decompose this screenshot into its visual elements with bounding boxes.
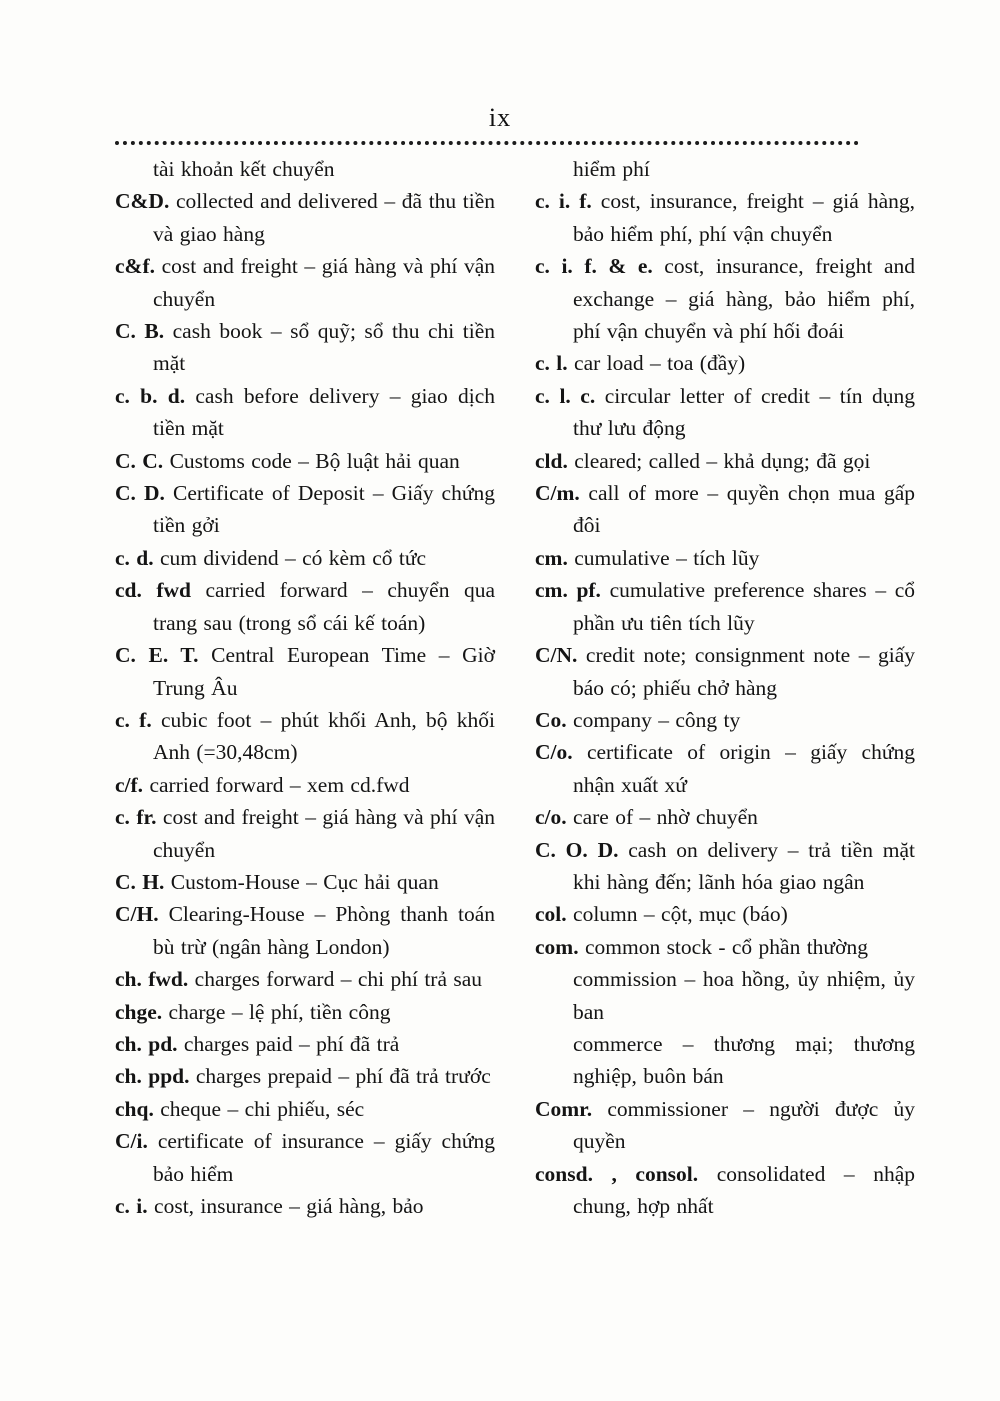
dictionary-entry [535,801,915,833]
entry-definition: consolidated – nhập chung, hợp nhất [573,1161,915,1218]
dictionary-entry [115,866,495,898]
entry-abbreviation: Comr. [535,1096,593,1121]
dictionary-entry [535,185,915,250]
entry-definition: Certificate of Deposit – Giấy chứng tiền gởi [153,481,496,538]
entry-definition: cheque – chi phiếu, séc [160,1096,365,1121]
entry-definition: collected and delivered – đã thu tiền và giao hàng [153,189,496,246]
entry-definition: charges paid – phí đã trả [183,1031,400,1056]
left-column [115,153,495,1222]
entry-definition: commissioner – người được ủy quyền [573,1096,915,1154]
entry-definition: care of – nhờ chuyển [573,805,758,830]
dictionary-entry [115,250,495,315]
entry-definition: cash book – sổ quỹ; sổ thu chi tiền mặt [153,319,496,376]
entry-definition: Custom-House – Cục hải quan [170,869,439,894]
dictionary-entry [115,898,495,963]
entry-abbreviation: cm. [535,545,568,570]
entry-definition: carried forward – chuyển qua trang sau (trong sổ cái kế toán) [153,578,495,635]
entry-abbreviation: c/o. [535,805,567,830]
dictionary-entry [115,769,495,801]
entry-abbreviation: cd. fwd [115,578,191,603]
entry-abbreviation: C/N. [535,643,578,668]
entry-definition: charge – lệ phí, tiền công [168,999,391,1024]
entry-definition: cash on delivery – trả tiền mặt khi hàng đến; lãnh hóa giao ngân [573,837,915,894]
dictionary-entry [535,380,915,445]
dictionary-entry [535,347,915,379]
right-column [535,153,915,1222]
entry-abbreviation: chge. [115,999,163,1024]
entry-definition: credit note; consignment note – giấy báo có; phiếu chở hàng [573,643,915,700]
dictionary-entry [115,477,495,542]
dictionary-entry [535,1093,915,1158]
entry-abbreviation: C. E. T. [115,643,199,668]
entry-definition: certificate of insurance – giấy chứng bảo hiểm [153,1129,495,1186]
entry-abbreviation: c. i. f. & e. [535,254,653,279]
entry-definition: carried forward – xem cd.fwd [149,772,410,797]
entry-abbreviation: C. C. [115,448,164,473]
entry-abbreviation: C/m. [535,481,580,506]
dictionary-entry [535,153,915,185]
dictionary-entry [535,250,915,347]
dictionary-entry [535,1158,915,1223]
entry-definition: charges forward – chi phí trả sau [194,967,483,992]
entry-abbreviation: cm. pf. [535,578,601,603]
dictionary-entry [115,1093,495,1125]
entry-abbreviation: c. f. [115,707,152,732]
entry-definition: cost and freight – giá hàng và phí vận chuyển [153,805,495,862]
entry-definition: cash before delivery – giao dịch tiền mặt [153,383,495,441]
entry-abbreviation: c. i. f. [535,189,592,214]
entry-abbreviation: c. l. c. [535,383,596,408]
entry-definition: company – công ty [573,707,741,732]
dictionary-entry [115,153,495,185]
entry-abbreviation: C&D. [115,189,170,214]
dictionary-entry [115,801,495,866]
entry-definition: call of more – quyền chọn mua gấp đôi [573,481,916,538]
dictionary-entry [535,931,915,963]
entry-definition: cost, insurance – giá hàng, bảo [154,1194,424,1218]
entry-definition: tài khoản kết chuyển [153,157,335,181]
dictionary-entry [535,542,915,574]
dictionary-entry [115,574,495,639]
dictionary-entry [535,834,915,899]
entry-definition: hiểm phí [573,157,650,181]
dictionary-entry [535,1028,915,1093]
entry-abbreviation: consd. , consol. [535,1161,699,1186]
dictionary-entry [115,963,495,995]
dictionary-entry [535,898,915,930]
dictionary-entry [535,736,915,801]
dictionary-entry [115,704,495,769]
dictionary-entry [535,704,915,736]
entry-abbreviation: Co. [535,707,567,732]
entry-definition: column – cột, mục (báo) [573,902,788,927]
dictionary-entry [115,185,495,250]
dictionary-entry [115,315,495,380]
entry-abbreviation: C/i. [115,1129,148,1154]
entry-abbreviation: c. fr. [115,805,157,830]
dictionary-entry [115,1125,495,1190]
entry-abbreviation: C/H. [115,902,159,927]
entry-abbreviation: c. i. [115,1194,148,1218]
entry-definition: cost, insurance, freight and exchange – giá hàng, bảo hiểm phí, phí vận chuyển và phí hối đoái [573,254,915,344]
entry-definition: car load – toa (đầy) [574,351,746,376]
entry-abbreviation: C. O. D. [535,837,619,862]
entry-abbreviation: c/f. [115,772,144,797]
entry-abbreviation: ch. fwd. [115,967,189,992]
entry-abbreviation: c. l. [535,351,568,376]
entry-definition: cost, insurance, freight – giá hàng, bảo hiểm phí, phí vận chuyển [573,189,915,246]
entry-definition: cost and freight – giá hàng và phí vận chuyển [153,254,496,311]
dictionary-entry [115,380,495,445]
dictionary-entry [115,1190,495,1222]
dictionary-entry [115,542,495,574]
dictionary-entry [115,1060,495,1092]
dictionary-entry [115,445,495,477]
entry-abbreviation: col. [535,902,567,927]
entry-abbreviation: c. d. [115,545,154,570]
dictionary-entry [115,639,495,704]
entry-definition: cleared; called – khả dụng; đã gọi [574,448,871,473]
entry-definition: cum dividend – có kèm cổ tức [160,545,427,570]
entry-abbreviation: C. D. [115,481,165,506]
entry-definition: certificate of origin – giấy chứng nhận xuất xứ [573,740,915,797]
entry-abbreviation: ch. pd. [115,1031,178,1056]
entry-definition: cumulative – tích lũy [574,545,760,570]
dictionary-entry [535,445,915,477]
entry-definition: circular letter of credit – tín dụng thư lưu động [573,383,916,441]
entry-definition: Central European Time – Giờ Trung Âu [153,643,495,700]
dictionary-entry [535,963,915,1028]
entry-abbreviation: c. b. d. [115,383,186,408]
entry-definition: common stock - cổ phần thường [584,934,868,959]
entry-abbreviation: C. H. [115,869,165,894]
entry-abbreviation: ch. ppd. [115,1064,190,1089]
entry-abbreviation: c&f. [115,254,155,279]
dictionary-entry [535,574,915,639]
entry-abbreviation: C. B. [115,319,165,344]
dictionary-entry [535,639,915,704]
entry-abbreviation: cld. [535,448,568,473]
entry-definition: Customs code – Bộ luật hải quan [169,448,460,473]
dictionary-entry [535,477,915,542]
dictionary-entry [115,996,495,1028]
entry-definition: charges prepaid – phí đã trả trước [195,1064,491,1089]
dictionary-entry [115,1028,495,1060]
entry-definition: commission – hoa hồng, ủy nhiệm, ủy ban [573,967,915,1024]
page-number: ix [488,103,512,132]
entry-abbreviation: chq. [115,1096,154,1121]
entry-definition: cumulative preference shares – cổ phần ưu tiên tích lũy [573,578,915,635]
text-columns [115,153,915,1222]
entry-definition: commerce – thương mại; thương nghiệp, buôn bán [573,1031,915,1089]
entry-abbreviation: com. [535,934,579,959]
entry-definition: Clearing-House – Phòng thanh toán bù trừ (ngân hàng London) [153,902,495,959]
dotted-rule [115,141,859,145]
entry-abbreviation: C/o. [535,740,573,765]
entry-definition: cubic foot – phút khối Anh, bộ khối Anh (=30,48cm) [153,707,496,765]
